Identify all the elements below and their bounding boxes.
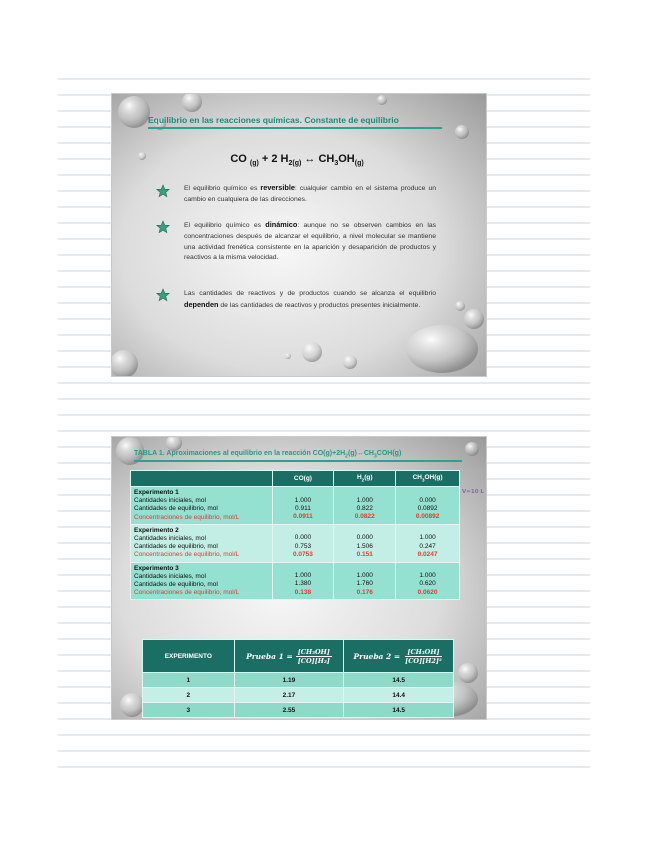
bullet-dinamico: El equilibrio químico es dinámico: aunque no se observen cambios en las concentraciones después de alcanzar el equilibrio, a nivel molecular se mantiene una actividad frenética consistente en la aparición y desaparición de productos y reactivos a la misma velocidad. <box>184 220 437 262</box>
ratio-exp: 1 <box>143 673 235 688</box>
co-values: 1.000 0.911 0.0911 <box>272 487 334 525</box>
experiment-labels: Experimento 3 Cantidades iniciales, mol Cantidades de equilibrio, mol Concentraciones de equilibrio, mol/L <box>131 562 273 600</box>
ch3oh-values: 1.000 0.247 0.0247 <box>396 524 460 562</box>
title-underline <box>134 460 462 462</box>
slide-title: Equilibrio en las reacciones químicas. Constante de equilibrio <box>148 115 399 125</box>
volume-note: V=10 L <box>462 489 484 495</box>
ratio-exp: 3 <box>143 703 235 718</box>
ratio-header-row <box>143 640 454 673</box>
ratio-p2: 14.5 <box>344 673 454 688</box>
header-ch3oh: $CH_3OH(g)$ <box>396 471 460 487</box>
header-blank <box>131 471 273 487</box>
ratio-row <box>143 703 454 718</box>
h2-values: 1.000 0.822 0.0822 <box>334 487 396 525</box>
table-row-experiment-1 <box>131 487 460 525</box>
table-row-experiment-2 <box>131 524 460 562</box>
table-header-row <box>131 471 460 487</box>
ratio-p1: 1.19 <box>234 673 344 688</box>
ch3oh-values: 1.000 0.620 0.0620 <box>396 562 460 600</box>
slide-equilibrium-intro <box>112 94 486 376</box>
ch3oh-values: 0.000 0.0892 0.00892 <box>396 487 460 525</box>
h2-values: 1.000 1.760 0.176 <box>334 562 396 600</box>
co-values: 0.000 0.753 0.0753 <box>272 524 334 562</box>
bullet-reversible: El equilibrio químico es reversible: cualquier cambio en el sistema produce un cambio en cualquiera de las direcciones. <box>184 183 437 203</box>
ratio-row <box>143 673 454 688</box>
header-experiment: EXPERIMENTO <box>143 640 235 673</box>
title-underline <box>148 127 442 129</box>
ratio-p1: 2.17 <box>234 688 344 703</box>
star-bullet-icon <box>156 288 170 302</box>
ratio-p2: 14.5 <box>344 703 454 718</box>
header-co: CO(g) <box>272 471 334 487</box>
star-bullet-icon <box>156 220 170 234</box>
table-row-experiment-3 <box>131 562 460 600</box>
ratio-exp: 2 <box>143 688 235 703</box>
experiment-labels: Experimento 2 Cantidades iniciales, mol Cantidades de equilibrio, mol Concentraciones de equilibrio, mol/L <box>131 524 273 562</box>
co-values: 1.000 1.380 0.138 <box>272 562 334 600</box>
equilibrium-data-table <box>130 470 460 600</box>
header-h2: $H_2(g)$ <box>334 471 396 487</box>
ratio-row <box>143 688 454 703</box>
experiment-labels: Experimento 1 Cantidades iniciales, mol Cantidades de equilibrio, mol Concentraciones de equilibrio, mol/L <box>131 487 273 525</box>
bullet-dependen: Las cantidades de reactivos y de productos cuando se alcanza el equilibrio dependen de las cantidades de reactivos y productos presentes inicialmente. <box>184 290 436 309</box>
table-title: TABLA 1. Aproximaciones al equilibrio en la reacción $CO(g)+2H_2(g)\leftrightarrow CH_3COH(g)$ <box>134 450 402 460</box>
h2-values: 0.000 1.506 0.151 <box>334 524 396 562</box>
header-prueba-1: Prueba 1 = $\frac{\text{[CH₃OH]}}{\text{[CO][H₂]}}$ <box>234 640 344 673</box>
ratio-p2: 14.4 <box>344 688 454 703</box>
equilibrium-ratio-table <box>142 639 454 718</box>
slide-equilibrium-table <box>112 437 486 719</box>
header-prueba-2: Prueba 2 = $\frac{\text{[CH₃OH]}}{\text{[CO][H2]²}}$ <box>344 640 454 673</box>
ratio-p1: 2.55 <box>234 703 344 718</box>
star-bullet-icon <box>156 184 170 198</box>
chemical-reaction-equation: CO $_{(g)}$ + 2 $H_{2(g)}$ ↔ $CH_3OH_{(g)}$ <box>230 153 364 168</box>
